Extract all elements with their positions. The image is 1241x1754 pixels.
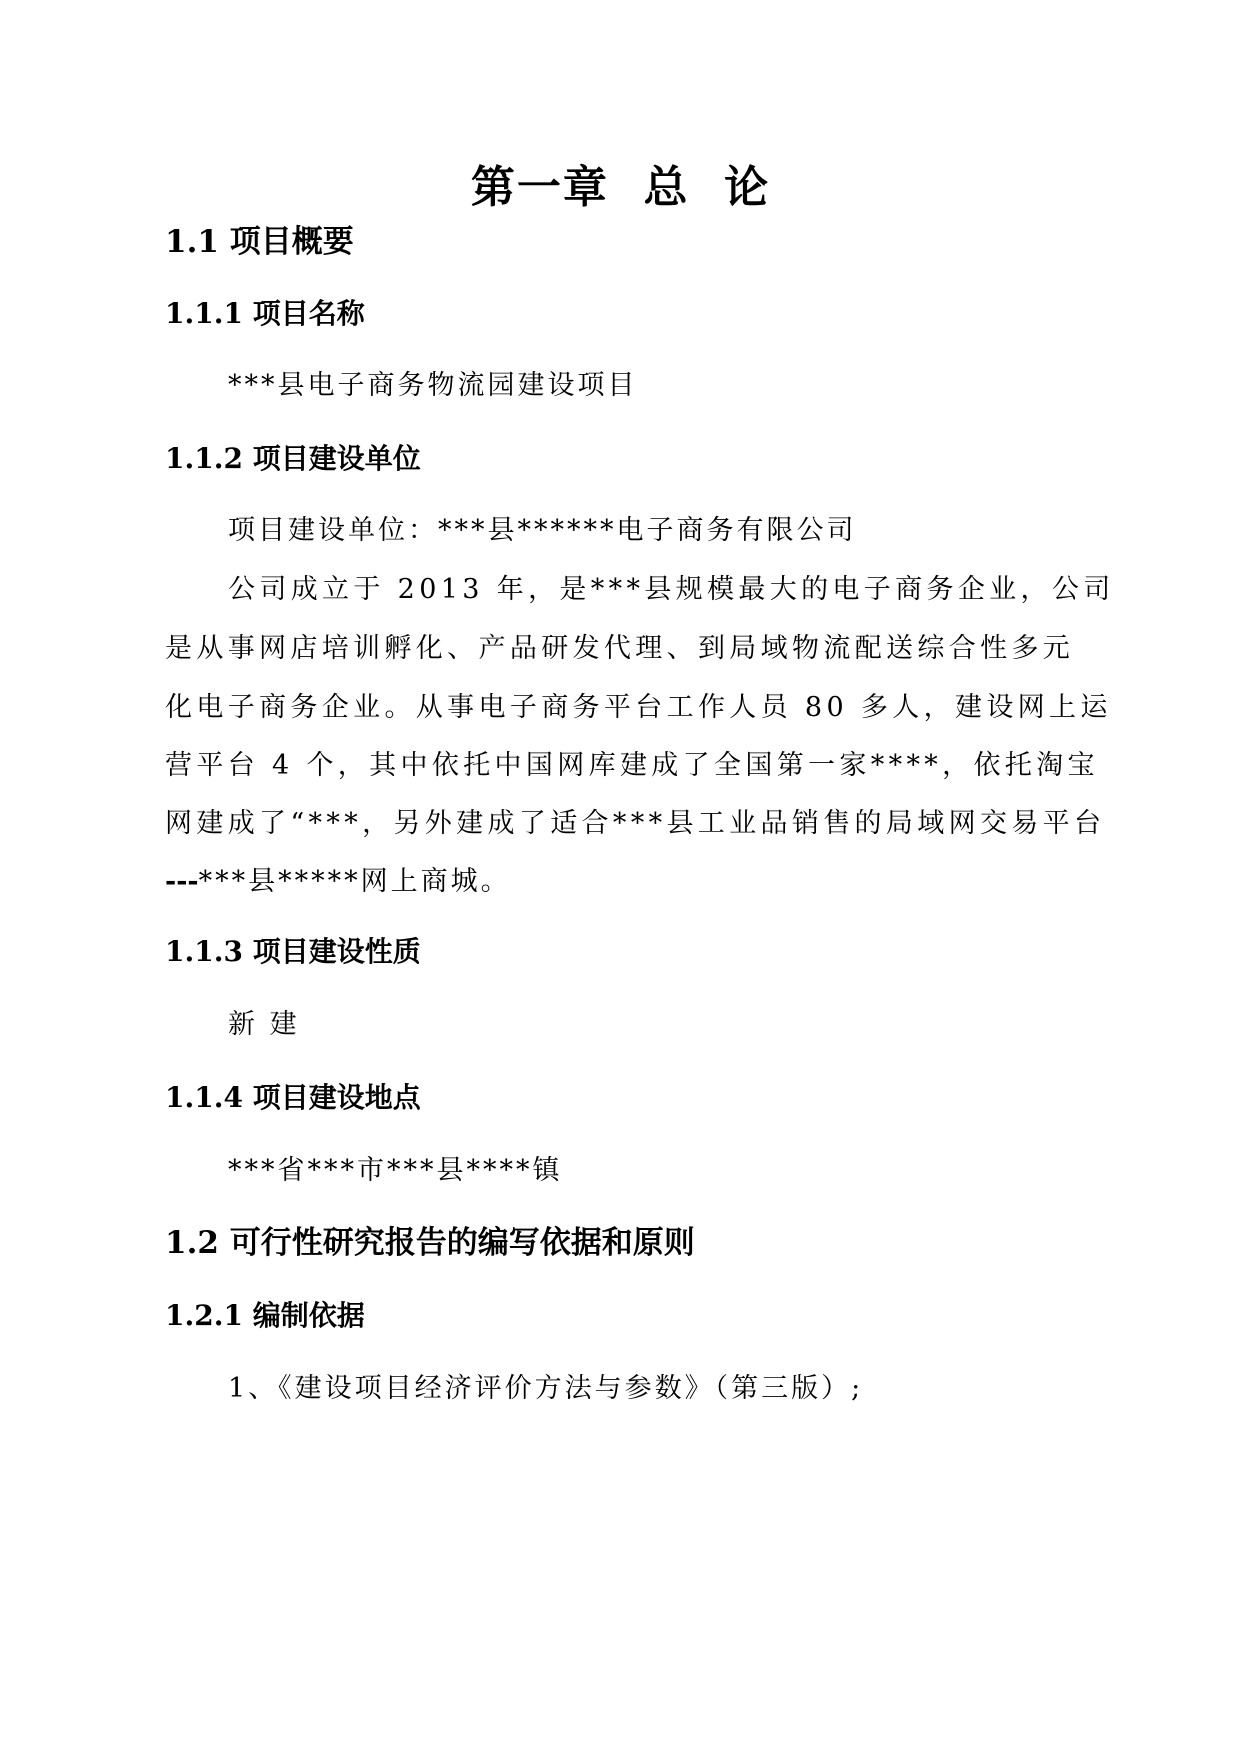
construction-unit-text: 项目建设单位：***县******电子商务有限公司 [228,515,857,546]
company-desc-line: 网建成了“***，另外建成了适合***县工业品销售的局域网交易平台 [165,808,1106,839]
dash-prefix: --- [165,866,199,897]
construction-location-text: ***省***市***县****镇 [228,1155,563,1186]
section-heading-1-1-1: 1.1.1 项目名称 [165,297,365,330]
project-name-text: ***县电子商务物流园建设项目 [228,370,638,401]
construction-nature-text: 新 建 [228,1009,300,1040]
company-desc-line: 是从事网店培训孵化、产品研发代理、到局域物流配送综合性多元 [165,633,1075,664]
company-desc-line: 营平台 4 个，其中依托中国网库建成了全国第一家****，依托淘宝 [165,750,1099,781]
company-desc-line: 化电子商务企业。从事电子商务平台工作人员 80 多人，建设网上运 [165,692,1112,723]
chapter-title: 第一章 总 论 [470,162,771,213]
desc-last-text: ***县*****网上商城。 [198,866,511,897]
basis-list-item: 1、《建设项目经济评价方法与参数》（第三版）; [228,1373,864,1404]
section-heading-1-2-1: 1.2.1 编制依据 [165,1299,365,1332]
company-desc-line: 公司成立于 2013 年，是***县规模最大的电子商务企业，公司 [228,574,1115,605]
section-heading-1-1-4: 1.1.4 项目建设地点 [165,1081,421,1114]
section-heading-1-1-3: 1.1.3 项目建设性质 [165,935,421,968]
section-heading-1-1-2: 1.1.2 项目建设单位 [165,442,421,475]
section-heading-1-2: 1.2 可行性研究报告的编写依据和原则 [165,1225,695,1261]
company-desc-line-last [165,864,511,900]
section-heading-1-1: 1.1 项目概要 [165,224,354,260]
